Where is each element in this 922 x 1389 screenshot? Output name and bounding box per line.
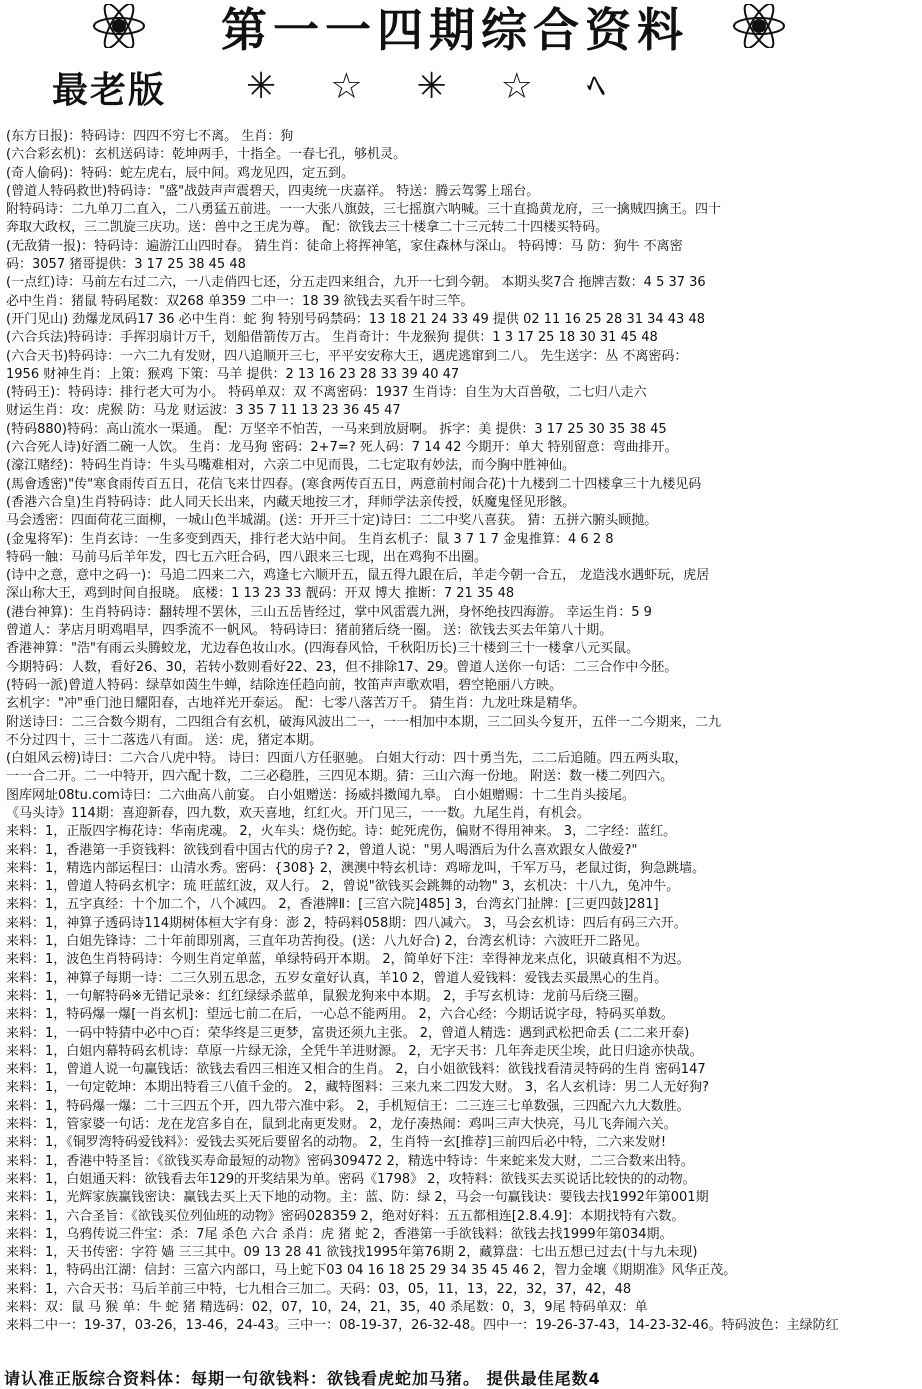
text-line: 来料：1，六合圣旨：《欲钱买位列仙班的动物》密码028359 2，绝对好料：五五都相连[2.8.4.9]：本期找特有六数。 [6,1208,685,1224]
text-line: 财运生肖：攻：虎猴 防：马龙 财运波：3 35 7 11 13 23 36 45 47 [6,403,401,419]
text-line: (金鬼将军)：生肖玄诗：一生多变到西天，排行老大站中间。 生肖玄机子：鼠 3 7 1 7 金鬼推算：4 6 2 8 [6,531,614,547]
text-line: 1956 财神生肖：上策：猴鸡 下策：马羊 提供：2 13 16 23 28 33 39 40 47 [6,366,460,382]
footer-banner: 请认准正版综合资料体：每期一句欲钱料：欲钱看虎蛇加马猪。 提供最佳尾数4 [4,1369,601,1388]
text-line: 来料：1，六合天书：马后羊前三中特，七九相合三加二。天码：03，05，11，13，22，32，37，42，48 [6,1281,632,1297]
text-line: (诗中之意，意中之码一)：马追二四来二六，鸡逢七六顺开五，鼠五得九跟在后，羊走今朝一合五， 龙造浅水遇虾玩，虎居 [6,568,710,584]
text-line: (六合兵法)特码诗：手挥羽扇计万千，划船借箭传万古。 生肖奇计：牛龙猴狗 提供：1 3 17 25 18 30 31 45 48 [6,330,658,346]
text-line: 来料：1，一码中特猜中必中○百：荣华终是三更梦，富贵还须九主张。 2，曾道人精选：遇到武松把命丢 (二二来开泰) [6,1025,690,1041]
text-line: 来料：1，一句定乾坤：本期出特看三八值千金的。 2，藏特图料：三来九来二四发大财。 3，名人玄机诗：男二人无好狗? [6,1080,709,1096]
text-line: 今期特码：人数，看好26、30，若转小数则看好22、23，但不排除17、29。曾道人送你一句话：二三合作中今胚。 [6,659,678,675]
text-line: (特码一派)曾道人特码：绿草如茵生牛蝉，结除连任趋向前，牧笛声声歌欢唱，碧空艳丽八方映。 [6,677,563,693]
atom-logo-icon [92,4,146,48]
text-line: 图库网址08tu.com诗曰：二六曲高八前宴。 白小姐赠送：扬威抖擞闻九皋。 白小姐赠赐：十二生肖头接尾。 [6,787,636,803]
text-line: 玄机字："冲"垂门池日耀阳春，古地祥光开泰运。 配：七零八落苦万千。 猜生肖：九龙吐珠是精华。 [6,696,586,712]
text-line: 来料：1，香港中特圣旨：《欲钱买寿命最短的动物》密码309472 2，精选中特诗：牛来蛇来发大财，二三合数来出特。 [6,1153,694,1169]
text-line: 来料：1，光辉家族赢钱密诀：赢钱去买上天下地的动物。主：蓝、防：绿 2，马会一句赢钱诀：要钱去找1992年第001期 [6,1190,709,1206]
star-icon: ☆ [330,66,363,107]
text-line: 来料：1，乌鸦传说三件宝：杀：7尾 杀色 六合 杀肖：虎 猪 蛇 2，香港第一手欲钱料：欲钱去找1999年第034期。 [6,1226,673,1242]
text-line: (曾道人特码救世)特码诗："盛"战鼓声声震碧天，四夷统一庆嘉祥。 特送：腾云驾雾上瑶台。 [6,183,540,199]
text-line: 来料：1，神算子每期一诗：二三久别五思念，五岁女童好认真，羊10 2，曾道人爱钱料：爱钱去买最黑心的生肖。 [6,970,668,986]
text-line: (一点红)诗：马前左右过二六，一八走俏四七还，分五走四来组合，九开一七到今朝。 本期头奖7合 拖牌吉数：4 5 37 36 [6,275,706,291]
text-line: (特码王)：特码诗：排行老大可为小。 特码单双：双 不离密码：1937 生肖诗：自生为大百兽敬，二七归八走六 [6,385,647,401]
text-line: 来料：1，正版四字梅花诗：华南虎魂。 2，火车头：烧伤蛇。诗：蛇死虎伤，偏财不得用神来。 3，二字经：蓝红。 [6,824,677,840]
text-line: (东方日报)：特码诗：四四不穷七不离。 生肖：狗 [6,129,294,144]
text-line: (特码880)特码：高山流水一渠通。 配：万坚辛不怕苦，一马来到放厨啊。 拆字：美 提供：3 17 25 30 35 38 45 [6,421,667,437]
text-line: (六合彩玄机)：玄机送码诗：乾坤两手，十指全。一春七孔，够机灵。 [6,147,407,163]
text-line: (白姐风云榜)诗曰：二六合八虎中特。 诗曰：四面八方任驱驰。 白姐大行动：四十勇当先，二二后追随。四五两头取， [6,751,688,767]
text-line: 来料：1，特码爆一爆[一肖玄机]：望远七前二在后，一心总不能两用。 2，六合心经：今期话说字母，特码买单数。 [6,1007,674,1023]
text-line: 一一合二开。二一中特开，四六配十数，二三必稳胜，三四见本期。猜：三山六海一份地。 附送：数一楼二列四六。 [6,769,674,785]
text-line: 附特码诗：二九单刀二直入，二八勇猛五前进。一一大张八旗鼓，三七摇旗六呐喊。三十直捣黄龙府，三一擒贼四擒王。四十 [6,202,722,218]
atom-logo-icon [732,4,786,48]
text-line: 曾道人：茅店月明鸡唱早，四季流不一帆风。 特码诗曰：猪前猪后绕一圈。 送：欲钱去买去年第八十期。 [6,623,613,639]
text-line: 来料：1，管家婆一句话：龙在龙宫多自在，鼠到北南更发财。 2，龙仔凑热闹：鸡叫三声大快亮，马儿飞奔闹六关。 [6,1117,677,1133]
edition-label: 最老版 [52,68,167,111]
text-line: 来料：1，五字真经：十个加二个，八个减四。 2，香港牌Ⅱ：[三宫六院]485] 3，台湾玄门扯牌：[三更四鼓]281] [6,897,659,913]
subtitle-row [52,62,605,112]
text-line: 来料：1，天书传密：字符 嫱 三三其中。09 13 28 41 欲钱找1995年第76期 2，藏算盘：七出五想已过去(十与九未现) [6,1245,698,1261]
text-line: 来料：1，香港第一手资钱料：欲钱到看中国古代的房子? 2，曾道人说："男人喝酒后为什么喜欢跟女人做爱?" [6,842,638,858]
text-line: 来料：1，特码出江湖：信封：三富六内部口，马上蛇下03 04 16 18 25 29 34 35 45 46 2，智力金壤《期期准》风华正茂。 [6,1263,737,1279]
text-line: (六合死人诗)好酒二碗一人饮。 生肖：龙马狗 密码：2+7=? 死人码：7 14 42 今期开：单大 特别留意：弯曲排开。 [6,440,678,456]
text-line: (开门见山) 劲爆龙凤码17 36 必中生肖：蛇 狗 特别号码禁码：13 18 21 24 33 49 提供 02 11 16 25 28 31 34 43 48 [6,311,706,327]
text-line: 来料：1，神算子透码诗114期树体桓大字有身：澎 2，特码料058期：四八减六。 3，马会玄机诗：四后有码三六开。 [6,915,687,931]
text-line: 来料：1，曾道人特码玄机字：琉 旺蓝红波，双人行。 2，曾说"欲钱买会跳舞的动物" 3，玄机决：十八九，兔冲牛。 [6,879,680,895]
text-line: 来料：1，一句解特码※无错记录※：红红绿绿杀蓝单，鼠猴龙狗来中本期。 2，手写玄机诗：龙前马后绕三圈。 [6,988,647,1004]
text-line: 来料：1，波色生肖特码诗：今则生肖定单蓝，单绿特码开本期。 2，简单好下注：幸得神龙来点化，识破真相不为迟。 [6,952,690,968]
text-line: 来料：1，白姐内幕特码玄机诗：草原一片绿无涂，全凭牛羊进财源。 2，无字天书：几年奔走厌尘埃，此日归途亦快哉。 [6,1043,703,1059]
text-line: (香港六合皇)生肖特码诗：此人同天长出来，内藏天地按三才，拜师学法亲传授，妖魔鬼怪见形骸。 [6,494,576,510]
text-line: 来料二中一：19-37，03-26，13-46，24-43。三中一：08-19-37，26-32-48。四中一：19-26-37-43，14-23-32-46。特码波色：主绿防红 [6,1318,839,1334]
star-icon: ☆ [500,66,533,107]
text-line: (六合天书)特码诗：一六二九有发财，四八追顺开三七，平平安安称大王，遇虎逃窜到二八。 先生送字：丛 不离密码： [6,348,688,364]
text-line: 来料：1，特码爆一爆：二十三四五个开，四九带六准中彩。 2，手机短信王：二三连三七单数强，三四配六九大数胜。 [6,1098,690,1114]
text-line: 来料：1，曾道人说一句赢钱话：欲钱去看四三相连又相合的生肖。 2，白小姐欲钱料：欲钱找看清灵特码的生肖 密码147 [6,1062,706,1078]
text-line: 来料：1，《铜罗湾特码爱钱料》：爱钱去买死后要留名的动物。 2，生肖特一玄[推荐]三前四后必中特，二六来发财! [6,1135,667,1151]
text-line: 码：3057 猪哥提供：3 17 25 38 45 48 [6,257,246,273]
caret-mark-icon: ﾍ [586,66,605,107]
text-line: 奔取大政权，三二凯旋三庆功。送：兽中之王虎为尊。 配：欲钱去三十楼拿二十三元转二十四楼买特码。 [6,220,609,236]
text-line: 《马头诗》114期：喜迎新春，四九数，欢天喜地，红红火。开门见三，一一数。九尾生肖，有机会。 [6,805,590,821]
text-line: (港台神算)：生肖特码诗：翻转埋不罢休，三山五岳皆经过，掌中风雷震九洲，身怀绝技四海游。 幸运生肖：5 9 [6,604,652,620]
text-line: 附送诗曰：二三合数今期有，二四组合有玄机，破海风波出二一，一一相加中本期，三二回头今复开，五伴一二今期来，二九 [6,714,722,730]
text-line: 来料：1，精选内部运程曰：山清水秀。密码：{308} 2，澳澳中特玄机诗：鸡啼龙叫，千军万马，老鼠过街，狗急跳墙。 [6,860,706,876]
text-line: 来料：双：鼠 马 猴 单：牛 蛇 猪 精选码：02，07，10，24，21，35，40 杀尾数：0，3，9尾 特码单双：单 [6,1300,648,1315]
text-line: (馬會透密)"传"寒食雨传百五日，花信飞来廿四春。(寒食两传百五日，两意前村闹合花)十九楼到二十四楼拿三十九楼见码 [6,476,702,492]
page-title: 第一一四期综合资料 [221,3,689,57]
document-body [6,128,916,1336]
decorative-marks [246,67,605,107]
text-line: 必中生肖：猪鼠 特码尾数：双268 单359 二中一：18 39 欲钱去买看午时三竿。 [6,293,474,309]
text-line: 不分过四十，三十二落选八有面。 送：虎，猪定本期。 [6,732,323,748]
text-line: 来料：1，白姐通天料：欲钱看去年129的开奖结果为单。密码《1798》 2，攻特料：欲钱买去买说话比较快的的动物。 [6,1171,696,1187]
text-line: 香港神算："浩"有雨云头腾蛟龙，尤边春色妆山水。(四海春风恰，千秋阳历长)三十楼到三十一楼拿八元买鼠。 [6,641,640,657]
text-line: 深山称大王，鸡到时间自报晓。 底楼：1 13 23 33 靓码：开双 博大 推断：7 21 35 48 [6,586,515,602]
text-line: (濠江赌经)：特码生肖诗：牛头马嘴难相对，六亲二中见而畏，二七定取有妙法，而今胸中胜神仙。 [6,458,576,474]
text-line: (奇人偷码)：特码：蛇左虎右，辰中间。鸡龙见四，定五到。 [6,165,355,181]
asterisk-icon: ✳ [246,66,277,107]
text-line: 特码一触：马前马后羊年发，四七五六旺合码，四八跟来三七现，出在鸡狗不出圈。 [6,549,488,565]
asterisk-icon: ✳ [416,66,447,107]
text-line: (无敌猜一报)：特码诗：遍游江山四时春。 猜生肖：徒命上将挥神笔，家住森林与深山。 特码博：马 防：狗牛 不离密 [6,238,683,254]
text-line: 来料：1，白姐先锋诗：二十年前即别离，三直年功苦拘役。(送：八九好合) 2，台湾玄机诗：六波旺开二路见。 [6,934,648,950]
text-line: 马会透密：四面荷花三面柳，一城山色半城湖。(送：开开三十定)诗曰：二二中奖八喜获。 猜：五拼六腑头顾抛。 [6,513,658,529]
